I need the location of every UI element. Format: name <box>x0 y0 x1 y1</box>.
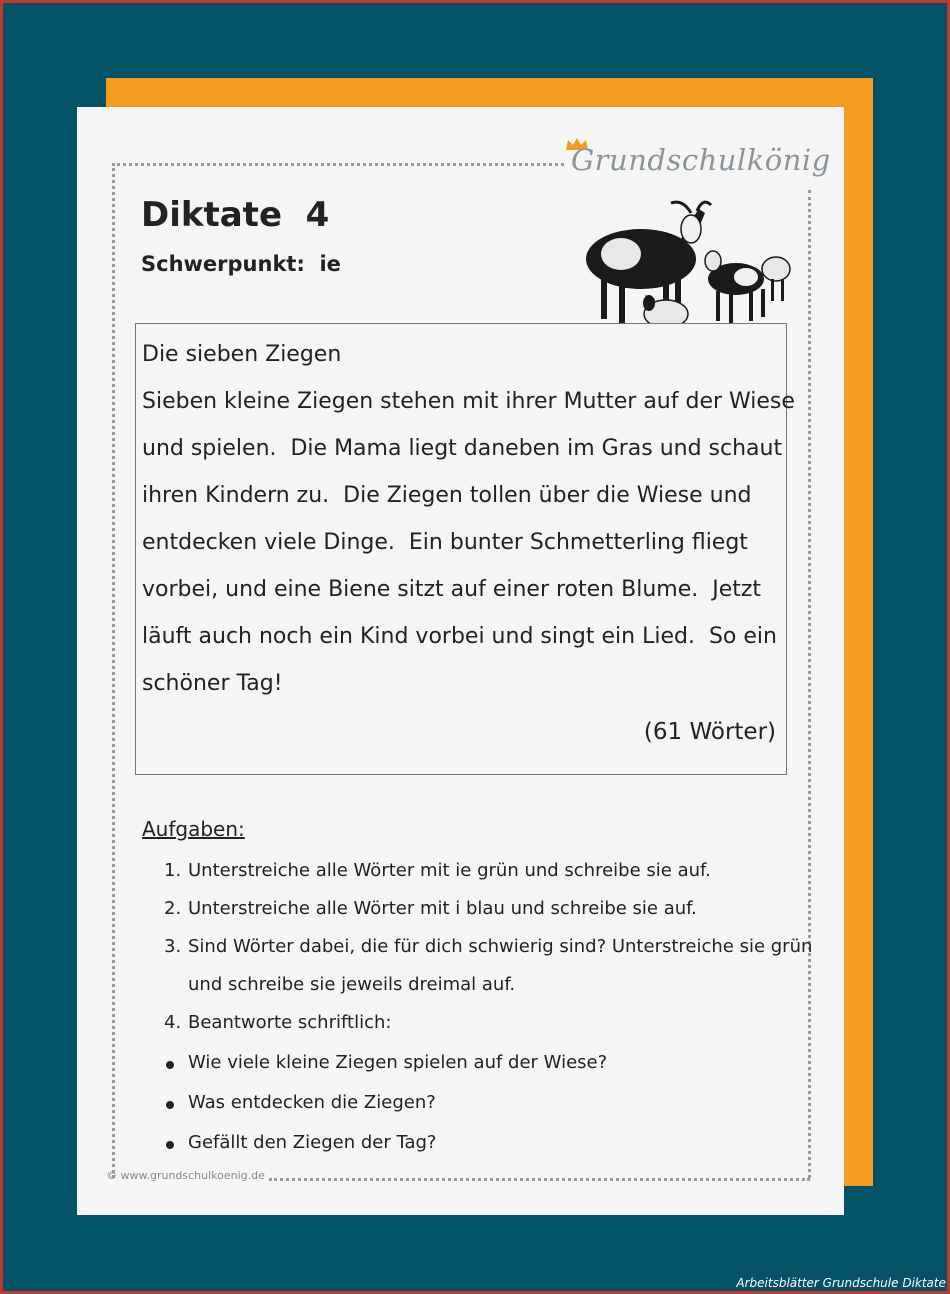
brand-logo: Grundschulkönig <box>571 143 831 177</box>
tasks-heading: Aufgaben: <box>142 817 245 841</box>
page-subtitle: Schwerpunkt: ie <box>141 252 341 276</box>
task-text: Beantworte schriftlich: <box>188 1012 392 1033</box>
story-line: ihren Kindern zu. Die Ziegen tollen über die Wiese und <box>142 483 752 508</box>
dotted-border-right <box>808 190 811 1178</box>
task-text: Unterstreiche alle Wörter mit ie grün und schreibe sie auf. <box>188 860 711 881</box>
dotted-border-top <box>112 163 564 166</box>
bullet-point <box>166 1141 174 1149</box>
task-number: 2. <box>164 898 182 919</box>
task-number: 4. <box>164 1012 182 1033</box>
story-title: Die sieben Ziegen <box>142 342 342 367</box>
bullet-point <box>166 1061 174 1069</box>
bullet-point <box>166 1101 174 1109</box>
question-item: Gefällt den Ziegen der Tag? <box>188 1132 437 1153</box>
image-caption: Arbeitsblätter Grundschule Diktate <box>736 1276 946 1290</box>
story-line: läuft auch noch ein Kind vorbei und singt ein Lied. So ein <box>142 624 777 649</box>
task-number: 1. <box>164 860 182 881</box>
story-line: vorbei, und eine Biene sitzt auf einer roten Blume. Jetzt <box>142 577 762 602</box>
story-line: Sieben kleine Ziegen stehen mit ihrer Mutter auf der Wiese <box>142 389 795 414</box>
task-text: Sind Wörter dabei, die für dich schwierig sind? Unterstreiche sie grün <box>188 936 813 957</box>
worksheet <box>77 107 844 1215</box>
footer-url: © www.grundschulkoenig.de <box>106 1169 265 1182</box>
dictation-text-box <box>135 323 795 775</box>
dotted-border-left <box>112 163 115 1178</box>
question-item: Wie viele kleine Ziegen spielen auf der Wiese? <box>188 1052 608 1073</box>
word-count: (61 Wörter) <box>643 719 776 745</box>
task-text: Unterstreiche alle Wörter mit i blau und schreibe sie auf. <box>188 898 697 919</box>
page-title: Diktate 4 <box>141 195 330 235</box>
story-line: und spielen. Die Mama liegt daneben im Gras und schaut <box>142 436 783 461</box>
story-line: entdecken viele Dinge. Ein bunter Schmetterling fliegt <box>142 530 748 555</box>
task-text-continued: und schreibe sie jeweils dreimal auf. <box>188 974 516 995</box>
task-number: 3. <box>164 936 182 957</box>
story-line: schöner Tag! <box>142 671 283 696</box>
dotted-border-bottom <box>269 1178 810 1181</box>
question-item: Was entdecken die Ziegen? <box>188 1092 436 1113</box>
